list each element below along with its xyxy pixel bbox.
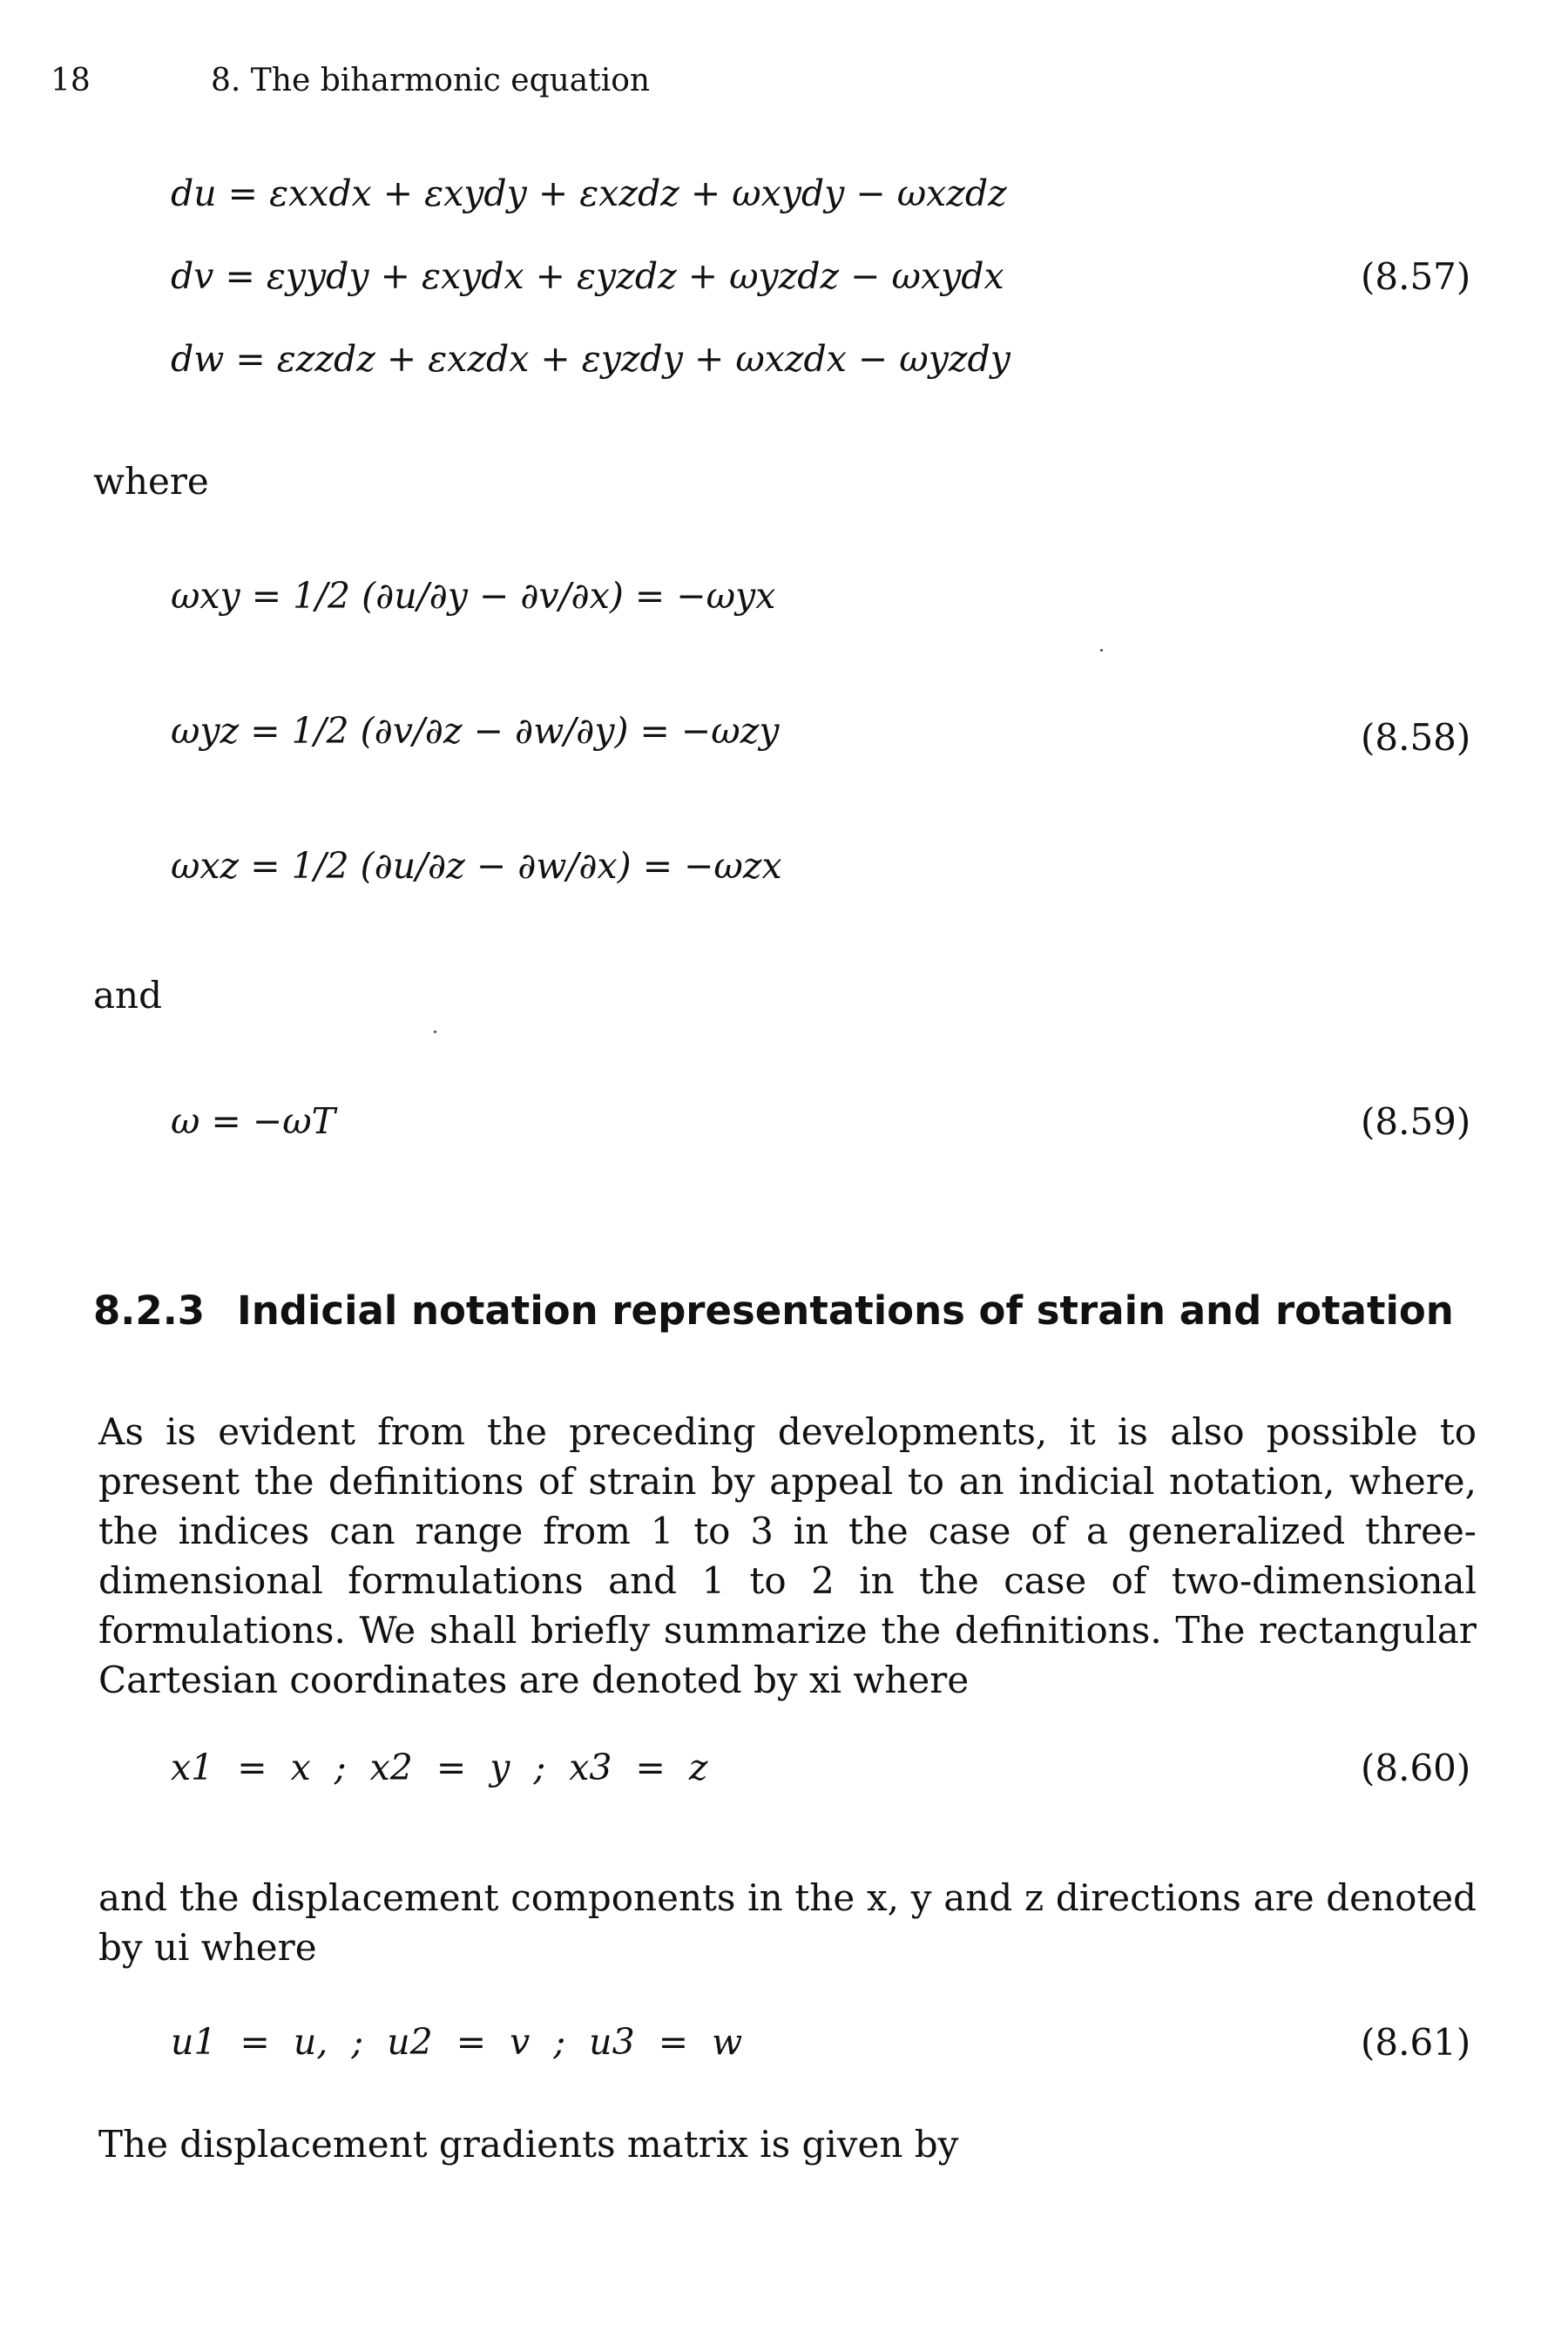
equation-text: u1 = u, ; u2 = v ; u3 = w bbox=[171, 2021, 743, 2063]
equation-line: ωxy = 1/2 (∂u/∂y − ∂v/∂x) = −ωyx bbox=[171, 575, 776, 617]
equation-line: dw = εzzdz + εxzdx + εyzdy + ωxzdx − ωyzdy bbox=[171, 338, 1010, 380]
equation-line: du = εxxdx + εxydy + εxzdz + ωxydy − ωxzdz bbox=[171, 172, 1007, 214]
paragraph: As is evident from the preceding developments, it is also possible to present the definitions of strain by appeal to an indicial notation, where, the indices can range from 1 to 3 in the case of a generalized three-dimensional formulations and 1 to 2 in the case of two-dimensional formulations. We shall briefly summarize the definitions. The rectangular Cartesian coordinates are denoted by xi where bbox=[98, 1410, 1477, 1701]
equation-line: ωyz = 1/2 (∂v/∂z − ∂w/∂y) = −ωzy bbox=[171, 710, 780, 752]
paragraph: The displacement gradients matrix is given by bbox=[98, 2123, 959, 2166]
equation-number: (8.61) bbox=[1361, 2021, 1471, 2064]
equation-number: (8.60) bbox=[1361, 1747, 1471, 1789]
equation-text: ω = −ωT bbox=[171, 1100, 335, 1142]
scan-speck bbox=[1100, 649, 1103, 652]
equation-number: (8.58) bbox=[1361, 716, 1471, 759]
connector-word: where bbox=[93, 460, 209, 503]
section-number: 8.2.3 bbox=[93, 1288, 206, 1334]
scan-speck bbox=[434, 1031, 436, 1033]
equation-text: x1 = x ; x2 = y ; x3 = z bbox=[171, 1747, 708, 1788]
equation-line: ωxz = 1/2 (∂u/∂z − ∂w/∂x) = −ωzx bbox=[171, 845, 782, 887]
page-number: 18 bbox=[51, 63, 91, 98]
paragraph: and the displacement components in the x, y and z directions are denoted by ui where bbox=[98, 1876, 1477, 1969]
equation-number: (8.59) bbox=[1361, 1100, 1471, 1143]
section-title: Indicial notation representations of strain and rotation bbox=[237, 1288, 1454, 1334]
equation-line: dv = εyydy + εxydx + εyzdz + ωyzdz − ωxydx bbox=[171, 255, 1004, 297]
equation-number: (8.57) bbox=[1361, 255, 1471, 298]
connector-word: and bbox=[93, 974, 162, 1017]
running-title: 8. The biharmonic equation bbox=[211, 63, 651, 98]
